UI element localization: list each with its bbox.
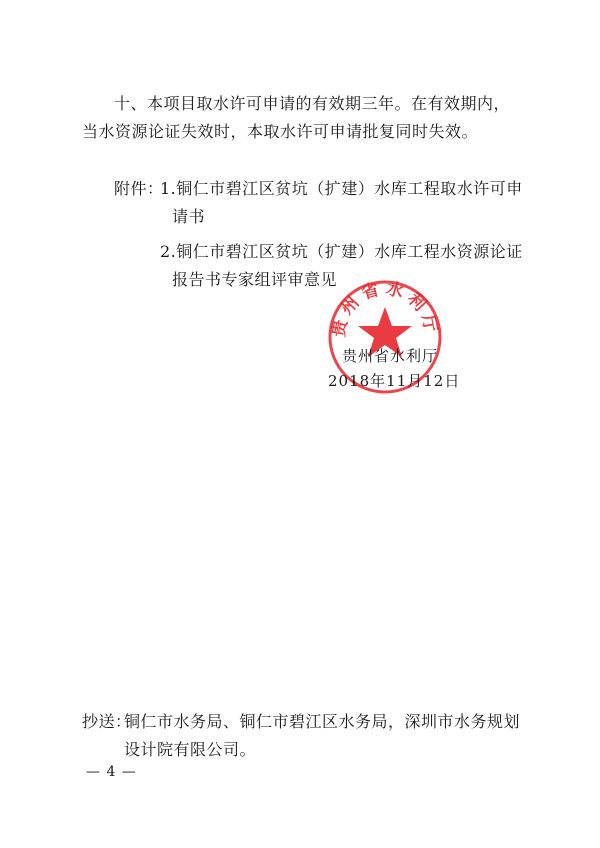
attachment-item-1: 1.铜仁市碧江区贫坑（扩建）水库工程取水许可申请书 — [160, 179, 523, 226]
issue-date: 2018年11月12日 — [328, 372, 461, 390]
attachment-item-2: 2.铜仁市碧江区贫坑（扩建）水库工程水资源论证报告书专家组评审意见 — [160, 242, 523, 289]
official-seal-icon — [325, 277, 445, 397]
clause-ten: 十、本项目取水许可申请的有效期三年。在有效期内，当水资源论证失效时，本取水许可申请批复同时失效。 — [82, 94, 511, 141]
seal-lettering: 贵州省水利厅 — [328, 278, 442, 339]
attachments-label: 附件： — [114, 179, 164, 198]
issuer-name: 贵州省水利厅 — [342, 347, 439, 365]
page-number: — 4 — — [86, 764, 137, 780]
cc-label: 抄送： — [82, 712, 132, 731]
cc-recipients: 铜仁市水务局、铜仁市碧江区水务局，深圳市水务规划设计院有限公司。 — [124, 712, 521, 759]
